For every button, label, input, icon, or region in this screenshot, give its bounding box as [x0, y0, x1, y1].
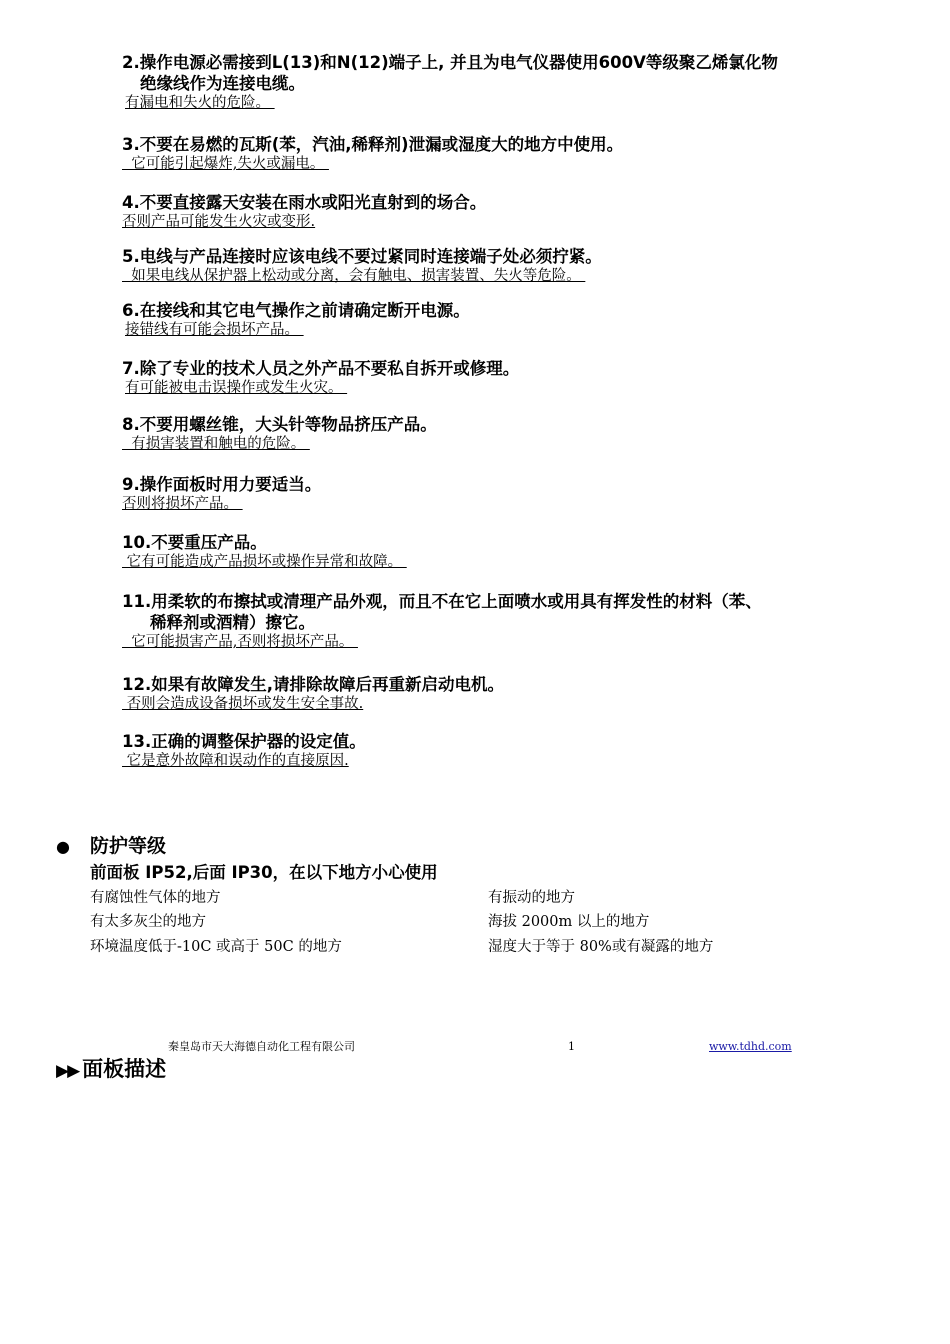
warning-item-11 — [122, 591, 882, 652]
footer-company: 秦皇岛市天大海德自动化工程有限公司 — [168, 1040, 355, 1053]
item-note: 有漏电和失火的危险。 — [125, 95, 275, 111]
item-note: 否则将损坏产品。 — [122, 496, 243, 512]
item-number: 10. — [122, 533, 152, 552]
item-note: 有可能被电击误操作或发生火灾。 — [125, 380, 348, 396]
warning-item-5 — [122, 246, 882, 286]
bullet-icon: ● — [56, 837, 70, 856]
item-number: 2. — [122, 53, 140, 72]
item-number: 4. — [122, 193, 140, 212]
item-text: 不要重压产品。 — [151, 533, 267, 552]
item-note: 它可能损害产品,否则将损坏产品。 — [122, 634, 358, 650]
panel-title: 面板描述 — [82, 1057, 167, 1081]
item-text: 操作面板时用力要适当。 — [139, 475, 322, 494]
item-number: 12. — [122, 675, 152, 694]
item-text-continued: 稀释剂或酒精）擦它。 — [150, 613, 315, 632]
double-arrow-icon: ▶▶ — [56, 1061, 79, 1081]
condition-left-3: 环境温度低于-10C 或高于 50C 的地方 — [90, 939, 342, 955]
warning-item-9 — [122, 474, 882, 514]
item-note: 否则会造成设备损坏或发生安全事故. — [122, 696, 364, 712]
item-number: 13. — [122, 732, 152, 751]
item-number: 9. — [122, 475, 140, 494]
item-note: 如果电线从保护器上松动或分离，会有触电、损害装置、失火等危险。 — [122, 268, 586, 284]
footer-website-link[interactable]: www.tdhd.com — [709, 1040, 792, 1053]
item-text: 不要直接露天安装在雨水或阳光直射到的场合。 — [139, 193, 487, 212]
warning-item-13 — [122, 731, 882, 771]
warning-item-8 — [122, 414, 882, 454]
item-text-continued: 绝缘线作为连接电缆。 — [140, 74, 305, 93]
item-text: 如果有故障发生,请排除故障后再重新启动电机。 — [151, 675, 505, 694]
item-note: 它是意外故障和误动作的直接原因. — [122, 753, 349, 769]
warning-item-10 — [122, 532, 882, 572]
item-number: 6. — [122, 301, 140, 320]
item-text: 正确的调整保护器的设定值。 — [151, 732, 366, 751]
warning-item-3 — [122, 134, 882, 174]
item-text: 不要用螺丝锥，大头针等物品挤压产品。 — [139, 415, 437, 434]
item-note: 接错线有可能会损坏产品。 — [125, 322, 304, 338]
item-text: 电线与产品连接时应该电线不要过紧同时连接端子处必须拧紧。 — [139, 247, 602, 266]
footer-page-number: 1 — [568, 1040, 575, 1053]
item-number: 5. — [122, 247, 140, 266]
item-text: 在接线和其它电气操作之前请确定断开电源。 — [139, 301, 470, 320]
section-subtitle: 前面板 IP52,后面 IP30，在以下地方小心使用 — [90, 863, 438, 882]
item-note: 否则产品可能发生火灾或变形. — [122, 214, 316, 230]
condition-left-2: 有太多灰尘的地方 — [90, 914, 206, 930]
item-number: 3. — [122, 135, 140, 154]
item-number: 8. — [122, 415, 140, 434]
section-title: 防护等级 — [90, 835, 167, 857]
item-note: 它有可能造成产品损坏或操作异常和故障。 — [122, 554, 407, 570]
item-note: 它可能引起爆炸,失火或漏电。 — [122, 156, 329, 172]
warning-item-2 — [122, 52, 882, 113]
item-text: 用柔软的布擦拭或清理产品外观，而且不在它上面喷水或用具有挥发性的材料（苯、 — [151, 592, 762, 611]
warning-item-6 — [122, 300, 882, 340]
item-text: 不要在易燃的瓦斯(苯，汽油,稀释剂)泄漏或湿度大的地方中使用。 — [139, 135, 624, 154]
item-number: 7. — [122, 359, 140, 378]
condition-right-2: 海拔 2000m 以上的地方 — [488, 914, 650, 930]
condition-left-1: 有腐蚀性气体的地方 — [90, 890, 221, 906]
warning-item-12 — [122, 674, 882, 714]
condition-right-1: 有振动的地方 — [488, 890, 575, 906]
item-number: 11. — [122, 592, 152, 611]
item-text: 除了专业的技术人员之外产品不要私自拆开或修理。 — [139, 359, 520, 378]
warning-item-7 — [122, 358, 882, 398]
warning-item-4 — [122, 192, 882, 232]
item-text: 操作电源必需接到L(13)和N(12)端子上, 并且为电气仪器使用600V等级聚乙烯氯化物 — [139, 53, 778, 72]
condition-right-3: 湿度大于等于 80%或有凝露的地方 — [488, 939, 714, 955]
panel-heading — [56, 1056, 166, 1084]
item-note: 有损害装置和触电的危险。 — [122, 436, 310, 452]
